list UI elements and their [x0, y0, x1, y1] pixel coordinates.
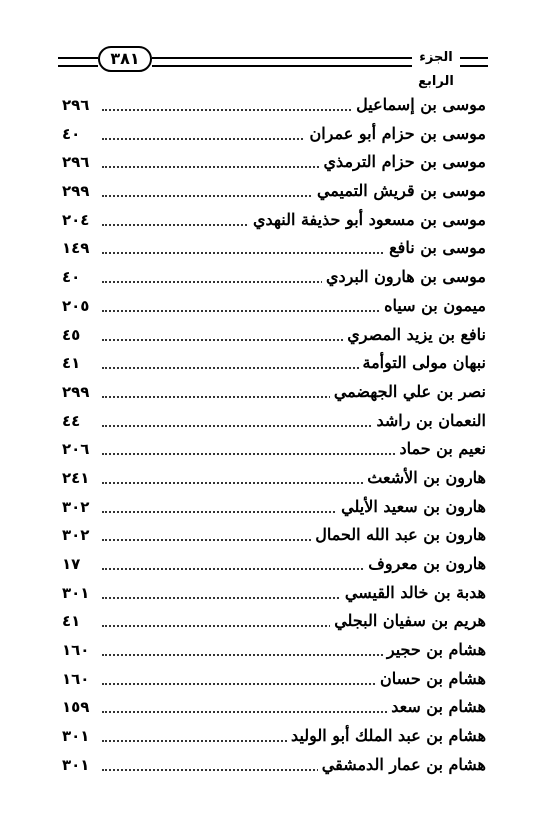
- entry-name: نصر بن علي الجهضمي: [330, 378, 486, 406]
- entry-page-number: ٢٩٩: [62, 378, 96, 406]
- index-entry: [62, 120, 486, 149]
- entry-name: موسى بن مسعود أبو حذيفة النهدي: [249, 206, 486, 234]
- entry-page-number: ٢٩٩: [62, 177, 96, 205]
- entry-name: هارون بن سعيد الأيلي: [337, 493, 486, 521]
- header-rule-middle: [152, 57, 412, 67]
- index-entry: [62, 292, 486, 321]
- entry-name: هشام بن عبد الملك أبو الوليد: [287, 722, 486, 750]
- index-entry: [62, 579, 486, 608]
- index-entry: [62, 722, 486, 751]
- index-entry: [62, 177, 486, 206]
- index-entry: [62, 493, 486, 522]
- index-entry: [62, 407, 486, 436]
- page-number: ٣٨١: [98, 46, 152, 72]
- entry-page-number: ١٦٠: [62, 636, 96, 664]
- entry-page-number: ٤١: [62, 607, 96, 635]
- index-entry: [62, 550, 486, 579]
- entry-name: موسى بن قريش التميمي: [313, 177, 486, 205]
- entry-name: هارون بن الأشعث: [363, 464, 486, 492]
- entry-name: موسى بن نافع: [385, 234, 486, 262]
- entry-name: هريم بن سفيان البجلي: [330, 607, 486, 635]
- entry-name: هدبة بن خالد القيسي: [341, 579, 486, 607]
- entry-page-number: ١٧: [62, 550, 96, 578]
- entry-page-number: ٣٠١: [62, 722, 96, 750]
- entry-page-number: ٢٠٤: [62, 206, 96, 234]
- index-entry: [62, 607, 486, 636]
- entry-page-number: ٢٩٦: [62, 91, 96, 119]
- entry-page-number: ٤٤: [62, 407, 96, 435]
- index-entry: [62, 148, 486, 177]
- entry-name: هشام بن سعد: [387, 693, 486, 721]
- entry-page-number: ٤٥: [62, 321, 96, 349]
- entry-page-number: ٢٩٦: [62, 148, 96, 176]
- entry-name: نافع بن يزيد المصري: [343, 321, 486, 349]
- entry-name: هارون بن عبد الله الحمال: [311, 521, 486, 549]
- entry-page-number: ١٦٠: [62, 665, 96, 693]
- index-entry: [62, 321, 486, 350]
- header-rule-left: [58, 57, 98, 67]
- entry-page-number: ٢٠٥: [62, 292, 96, 320]
- index-entry: [62, 665, 486, 694]
- entry-name: نبهان مولى التوأمة: [359, 349, 486, 377]
- entry-page-number: ٣٠٢: [62, 521, 96, 549]
- entry-name: هشام بن عمار الدمشقي: [318, 751, 486, 779]
- entry-name: موسى بن هارون البردي: [322, 263, 486, 291]
- entry-name: هشام بن حسان: [376, 665, 486, 693]
- index-entry: [62, 234, 486, 263]
- running-title: الجزء الرابع: [418, 50, 454, 89]
- entry-page-number: ٤١: [62, 349, 96, 377]
- index-entry: [62, 464, 486, 493]
- entry-page-number: ١٤٩: [62, 234, 96, 262]
- index-entry: [62, 263, 486, 292]
- entry-name: هارون بن معروف: [364, 550, 486, 578]
- entry-page-number: ٤٠: [62, 120, 96, 148]
- entry-name: موسى بن إسماعيل: [352, 91, 486, 119]
- index-entry: [62, 206, 486, 235]
- index-list: [62, 91, 486, 780]
- index-entry: [62, 636, 486, 665]
- index-entry: [62, 349, 486, 378]
- index-entry: [62, 751, 486, 780]
- header-rule-right: [460, 57, 488, 67]
- page-header: [58, 44, 488, 89]
- entry-name: نعيم بن حماد: [395, 435, 486, 463]
- entry-page-number: ٣٠٢: [62, 493, 96, 521]
- entry-page-number: ٣٠١: [62, 751, 96, 779]
- entry-name: هشام بن حجير: [383, 636, 486, 664]
- entry-page-number: ٢٠٦: [62, 435, 96, 463]
- index-entry: [62, 91, 486, 120]
- index-entry: [62, 521, 486, 550]
- entry-name: النعمان بن راشد: [373, 407, 487, 435]
- entry-name: موسى بن حزام أبو عمران: [305, 120, 486, 148]
- entry-page-number: ٢٤١: [62, 464, 96, 492]
- entry-page-number: ٤٠: [62, 263, 96, 291]
- entry-name: موسى بن حزام الترمذي: [320, 148, 486, 176]
- index-entry: [62, 378, 486, 407]
- index-entry: [62, 693, 486, 722]
- entry-page-number: ٣٠١: [62, 579, 96, 607]
- entry-page-number: ١٥٩: [62, 693, 96, 721]
- entry-name: ميمون بن سياه: [380, 292, 486, 320]
- index-entry: [62, 435, 486, 464]
